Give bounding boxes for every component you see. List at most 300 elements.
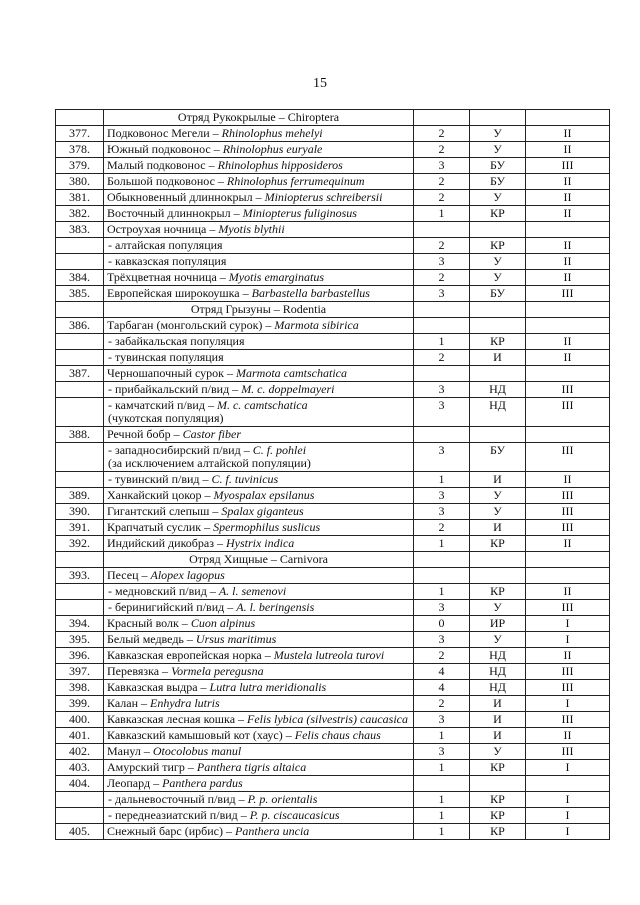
species-row	[56, 286, 610, 302]
status-cell: КР	[470, 808, 526, 824]
species-name-cell	[104, 568, 414, 584]
species-row	[56, 632, 610, 648]
subspecies-row	[56, 792, 610, 808]
latin-name: Mustela lutreola turovi	[273, 648, 385, 662]
common-name: - забайкальская популяция	[108, 334, 245, 348]
species-row	[56, 190, 610, 206]
species-name-cell	[104, 472, 414, 488]
species-row	[56, 427, 610, 443]
species-name-cell	[104, 600, 414, 616]
latin-name: Miniopterus fuliginosus	[242, 206, 357, 220]
species-name-cell	[104, 760, 414, 776]
species-name-cell	[104, 206, 414, 222]
species-name-cell	[104, 616, 414, 632]
species-row	[56, 222, 610, 238]
row-number: 387.	[56, 366, 104, 382]
appendix-cell: III	[526, 398, 610, 427]
species-table-body	[56, 110, 610, 840]
category-cell: 2	[414, 350, 470, 366]
species-name-cell	[104, 536, 414, 552]
row-number: 392.	[56, 536, 104, 552]
appendix-cell	[526, 302, 610, 318]
appendix-cell	[526, 222, 610, 238]
status-cell: НД	[470, 398, 526, 427]
status-cell: НД	[470, 680, 526, 696]
status-cell: У	[470, 270, 526, 286]
subspecies-row	[56, 350, 610, 366]
latin-name: Vormela peregusna	[171, 664, 264, 678]
row-number: 396.	[56, 648, 104, 664]
common-name: Обыкновенный длиннокрыл –	[107, 190, 265, 204]
species-name-cell	[104, 254, 414, 270]
appendix-cell: I	[526, 792, 610, 808]
species-name-cell	[104, 382, 414, 398]
species-row	[56, 728, 610, 744]
category-cell	[414, 222, 470, 238]
common-name: Манул –	[107, 744, 153, 758]
row-number: 393.	[56, 568, 104, 584]
latin-name: Ursus maritimus	[195, 632, 277, 646]
species-name-cell	[104, 504, 414, 520]
common-name: Леопард –	[107, 776, 163, 790]
species-name-cell	[104, 443, 414, 472]
species-name-cell	[104, 664, 414, 680]
species-name-cell	[104, 238, 414, 254]
category-cell	[414, 776, 470, 792]
latin-name: Enhydra lutris	[150, 696, 220, 710]
species-name-cell	[104, 520, 414, 536]
subspecies-row	[56, 254, 610, 270]
species-name-cell	[104, 488, 414, 504]
category-cell	[414, 110, 470, 126]
latin-name: Myotis emarginatus	[228, 270, 325, 284]
appendix-cell: I	[526, 824, 610, 840]
category-cell: 3	[414, 600, 470, 616]
common-name: Красный волк –	[107, 616, 191, 630]
category-cell	[414, 366, 470, 382]
category-cell: 3	[414, 632, 470, 648]
status-cell	[470, 568, 526, 584]
status-cell: КР	[470, 536, 526, 552]
common-name: Черношапочный сурок –	[107, 366, 237, 380]
subspecies-row	[56, 238, 610, 254]
latin-name: M. c. camtschatica	[216, 398, 308, 412]
species-name-cell	[104, 552, 414, 568]
latin-name: Hystrix indica	[225, 536, 295, 550]
category-cell	[414, 568, 470, 584]
common-name: Кавказская выдра –	[107, 680, 210, 694]
status-cell: У	[470, 504, 526, 520]
latin-name: Miniopterus schreibersii	[264, 190, 383, 204]
row-number	[56, 808, 104, 824]
common-name: Малый подковонос –	[107, 158, 218, 172]
species-row	[56, 488, 610, 504]
population-note: (чукотская популяция)	[108, 411, 224, 425]
species-row	[56, 126, 610, 142]
row-number: 400.	[56, 712, 104, 728]
appendix-cell	[526, 427, 610, 443]
species-row	[56, 712, 610, 728]
species-name-cell	[104, 174, 414, 190]
species-name-cell	[104, 680, 414, 696]
subspecies-row	[56, 382, 610, 398]
status-cell	[470, 318, 526, 334]
subspecies-row	[56, 584, 610, 600]
status-cell: И	[470, 472, 526, 488]
row-number: 383.	[56, 222, 104, 238]
species-row	[56, 760, 610, 776]
category-cell: 3	[414, 504, 470, 520]
species-row	[56, 664, 610, 680]
status-cell: БУ	[470, 174, 526, 190]
species-name-cell	[104, 366, 414, 382]
appendix-cell	[526, 568, 610, 584]
appendix-cell: I	[526, 616, 610, 632]
appendix-cell: II	[526, 254, 610, 270]
row-number: 389.	[56, 488, 104, 504]
row-number: 397.	[56, 664, 104, 680]
common-name: Индийский дикобраз –	[107, 536, 226, 550]
category-cell: 3	[414, 158, 470, 174]
common-name: Подковонос Мегели –	[107, 126, 222, 140]
appendix-cell: II	[526, 206, 610, 222]
appendix-cell: III	[526, 744, 610, 760]
common-name: Снежный барс (ирбис) –	[107, 824, 235, 838]
appendix-cell: III	[526, 504, 610, 520]
status-cell: И	[470, 728, 526, 744]
common-name: Восточный длиннокрыл –	[107, 206, 243, 220]
appendix-cell: III	[526, 488, 610, 504]
appendix-cell: III	[526, 520, 610, 536]
row-number: 388.	[56, 427, 104, 443]
appendix-cell: III	[526, 158, 610, 174]
status-cell: И	[470, 712, 526, 728]
species-name-cell	[104, 744, 414, 760]
species-name-cell	[104, 270, 414, 286]
appendix-cell: II	[526, 350, 610, 366]
category-cell: 2	[414, 142, 470, 158]
row-number: 381.	[56, 190, 104, 206]
species-name-cell	[104, 126, 414, 142]
common-name: - медновский п/вид –	[108, 584, 219, 598]
row-number: 399.	[56, 696, 104, 712]
common-name: Речной бобр –	[107, 427, 183, 441]
species-row	[56, 270, 610, 286]
common-name: - тувинская популяция	[108, 350, 224, 364]
species-name-cell	[104, 398, 414, 427]
species-name-cell	[104, 632, 414, 648]
appendix-cell: III	[526, 680, 610, 696]
appendix-cell	[526, 552, 610, 568]
status-cell: И	[470, 696, 526, 712]
subspecies-row	[56, 472, 610, 488]
common-name: - западносибирский п/вид –	[108, 443, 253, 457]
appendix-cell: III	[526, 286, 610, 302]
category-cell: 0	[414, 616, 470, 632]
species-name-cell	[104, 350, 414, 366]
category-cell: 3	[414, 254, 470, 270]
status-cell: У	[470, 600, 526, 616]
latin-name: C. f. pohlei	[252, 443, 307, 457]
category-cell: 2	[414, 270, 470, 286]
category-cell: 1	[414, 472, 470, 488]
status-cell: БУ	[470, 158, 526, 174]
latin-name: Otocolobus manul	[152, 744, 242, 758]
species-row	[56, 142, 610, 158]
status-cell: У	[470, 190, 526, 206]
status-cell	[470, 776, 526, 792]
species-row	[56, 318, 610, 334]
row-number: 391.	[56, 520, 104, 536]
appendix-cell: III	[526, 600, 610, 616]
species-row	[56, 504, 610, 520]
status-cell: НД	[470, 382, 526, 398]
row-number: 394.	[56, 616, 104, 632]
common-name: Амурский тигр –	[107, 760, 197, 774]
latin-name: P. p. ciscaucasicus	[249, 808, 340, 822]
category-cell: 2	[414, 190, 470, 206]
status-cell: БУ	[470, 443, 526, 472]
latin-name: Rhinolophus hipposideros	[217, 158, 343, 172]
row-number: 401.	[56, 728, 104, 744]
appendix-cell: II	[526, 190, 610, 206]
status-cell: ИР	[470, 616, 526, 632]
common-name: Остроухая ночница –	[107, 222, 219, 236]
category-cell: 3	[414, 286, 470, 302]
appendix-cell: II	[526, 174, 610, 190]
row-number	[56, 302, 104, 318]
latin-name: Rhinolophus mehelyi	[221, 126, 323, 140]
row-number: 379.	[56, 158, 104, 174]
latin-name: Castor fiber	[182, 427, 241, 441]
appendix-cell: II	[526, 238, 610, 254]
row-number: 404.	[56, 776, 104, 792]
latin-name: Felis chaus chaus	[294, 728, 381, 742]
row-number: 398.	[56, 680, 104, 696]
latin-name: A. l. semenovi	[218, 584, 287, 598]
species-name-cell	[104, 648, 414, 664]
appendix-cell: II	[526, 334, 610, 350]
status-cell: КР	[470, 334, 526, 350]
appendix-cell	[526, 776, 610, 792]
category-cell: 3	[414, 712, 470, 728]
appendix-cell: II	[526, 126, 610, 142]
appendix-cell: II	[526, 270, 610, 286]
species-name-cell	[104, 190, 414, 206]
latin-name: Spalax giganteus	[221, 504, 304, 518]
subspecies-row	[56, 808, 610, 824]
species-name-cell	[104, 792, 414, 808]
appendix-cell: I	[526, 696, 610, 712]
status-cell: У	[470, 632, 526, 648]
status-cell	[470, 302, 526, 318]
status-cell: НД	[470, 648, 526, 664]
common-name: Крапчатый суслик –	[107, 520, 214, 534]
row-number	[56, 443, 104, 472]
status-cell	[470, 222, 526, 238]
appendix-cell: III	[526, 443, 610, 472]
subspecies-row	[56, 600, 610, 616]
category-cell: 3	[414, 488, 470, 504]
category-cell: 4	[414, 680, 470, 696]
row-number	[56, 254, 104, 270]
species-name-cell	[104, 696, 414, 712]
appendix-cell: II	[526, 536, 610, 552]
species-name-cell	[104, 302, 414, 318]
row-number: 395.	[56, 632, 104, 648]
status-cell	[470, 427, 526, 443]
status-cell: И	[470, 350, 526, 366]
species-name-cell	[104, 222, 414, 238]
status-cell: У	[470, 744, 526, 760]
category-cell: 3	[414, 382, 470, 398]
appendix-cell: II	[526, 648, 610, 664]
common-name: - тувинский п/вид –	[108, 472, 212, 486]
common-name: Кавказская европейская норка –	[107, 648, 274, 662]
status-cell: И	[470, 520, 526, 536]
latin-name: Spermophilus suslicus	[213, 520, 321, 534]
species-name-cell	[104, 110, 414, 126]
common-name: - беринигийский п/вид –	[108, 600, 237, 614]
page-number: 15	[313, 76, 327, 91]
category-cell: 1	[414, 808, 470, 824]
species-row	[56, 776, 610, 792]
category-cell: 1	[414, 792, 470, 808]
latin-name: Panthera uncia	[234, 824, 310, 838]
latin-name: Alopex lagopus	[150, 568, 225, 582]
category-cell: 1	[414, 206, 470, 222]
subspecies-row	[56, 398, 610, 427]
species-row	[56, 824, 610, 840]
category-cell: 2	[414, 238, 470, 254]
appendix-cell: III	[526, 664, 610, 680]
appendix-cell: II	[526, 728, 610, 744]
category-cell	[414, 552, 470, 568]
status-cell	[470, 366, 526, 382]
row-number: 385.	[56, 286, 104, 302]
status-cell: КР	[470, 760, 526, 776]
status-cell: У	[470, 254, 526, 270]
category-cell: 3	[414, 398, 470, 427]
common-name: Кавказский камышовый кот (хаус) –	[107, 728, 295, 742]
status-cell: БУ	[470, 286, 526, 302]
status-cell: У	[470, 126, 526, 142]
order-header-row	[56, 110, 610, 126]
row-number: 380.	[56, 174, 104, 190]
common-name: Гигантский слепыш –	[107, 504, 222, 518]
species-row	[56, 568, 610, 584]
latin-name: Panthera pardus	[162, 776, 243, 790]
common-name: - кавказская популяция	[108, 254, 227, 268]
species-name-cell	[104, 334, 414, 350]
row-number: 402.	[56, 744, 104, 760]
species-row	[56, 680, 610, 696]
subspecies-row	[56, 334, 610, 350]
status-cell	[470, 552, 526, 568]
row-number	[56, 792, 104, 808]
latin-name: A. l. beringensis	[236, 600, 315, 614]
category-cell: 1	[414, 760, 470, 776]
population-note: (за исключением алтайской популяции)	[108, 456, 311, 470]
status-cell: НД	[470, 664, 526, 680]
row-number	[56, 398, 104, 427]
order-header-row	[56, 552, 610, 568]
species-row	[56, 536, 610, 552]
status-cell: КР	[470, 206, 526, 222]
category-cell: 3	[414, 744, 470, 760]
appendix-cell: II	[526, 142, 610, 158]
row-number	[56, 350, 104, 366]
subspecies-row	[56, 443, 610, 472]
row-number: 403.	[56, 760, 104, 776]
species-name-cell	[104, 776, 414, 792]
common-name: Отряд Рукокрылые – Chiroptera	[177, 110, 340, 124]
species-row	[56, 696, 610, 712]
appendix-cell: III	[526, 712, 610, 728]
appendix-cell	[526, 366, 610, 382]
species-row	[56, 520, 610, 536]
category-cell: 2	[414, 126, 470, 142]
category-cell: 1	[414, 536, 470, 552]
common-name: - камчатский п/вид –	[108, 398, 217, 412]
row-number	[56, 382, 104, 398]
common-name: Отряд Хищные – Carnivora	[189, 552, 328, 566]
common-name: Трёхцветная ночница –	[107, 270, 229, 284]
common-name: - переднеазиатский п/вид –	[108, 808, 250, 822]
row-number	[56, 472, 104, 488]
common-name: Ханкайский цокор –	[107, 488, 214, 502]
row-number: 405.	[56, 824, 104, 840]
status-cell: КР	[470, 584, 526, 600]
row-number: 386.	[56, 318, 104, 334]
category-cell: 3	[414, 443, 470, 472]
species-name-cell	[104, 427, 414, 443]
order-header-row	[56, 302, 610, 318]
appendix-cell: I	[526, 632, 610, 648]
category-cell: 2	[414, 648, 470, 664]
row-number	[56, 552, 104, 568]
appendix-cell: II	[526, 472, 610, 488]
species-name-cell	[104, 318, 414, 334]
status-cell: У	[470, 488, 526, 504]
common-name: Отряд Грызуны – Rodentia	[190, 302, 327, 316]
common-name: Европейская широкоушка –	[107, 286, 252, 300]
common-name: Кавказская лесная кошка –	[107, 712, 248, 726]
appendix-cell: I	[526, 808, 610, 824]
common-name: Перевязка –	[107, 664, 172, 678]
species-row	[56, 648, 610, 664]
appendix-cell: II	[526, 584, 610, 600]
species-name-cell	[104, 142, 414, 158]
appendix-cell: I	[526, 760, 610, 776]
species-name-cell	[104, 158, 414, 174]
latin-name: Rhinolophus ferrumequinum	[226, 174, 365, 188]
row-number: 377.	[56, 126, 104, 142]
common-name: Южный подковонос –	[107, 142, 223, 156]
common-name: - алтайская популяция	[108, 238, 223, 252]
species-row	[56, 158, 610, 174]
row-number: 390.	[56, 504, 104, 520]
species-row	[56, 206, 610, 222]
status-cell: У	[470, 142, 526, 158]
latin-name: Barbastella barbastellus	[251, 286, 370, 300]
species-row	[56, 744, 610, 760]
species-name-cell	[104, 286, 414, 302]
latin-name: Rhinolophus euryale	[222, 142, 323, 156]
species-row	[56, 366, 610, 382]
category-cell	[414, 318, 470, 334]
row-number: 384.	[56, 270, 104, 286]
